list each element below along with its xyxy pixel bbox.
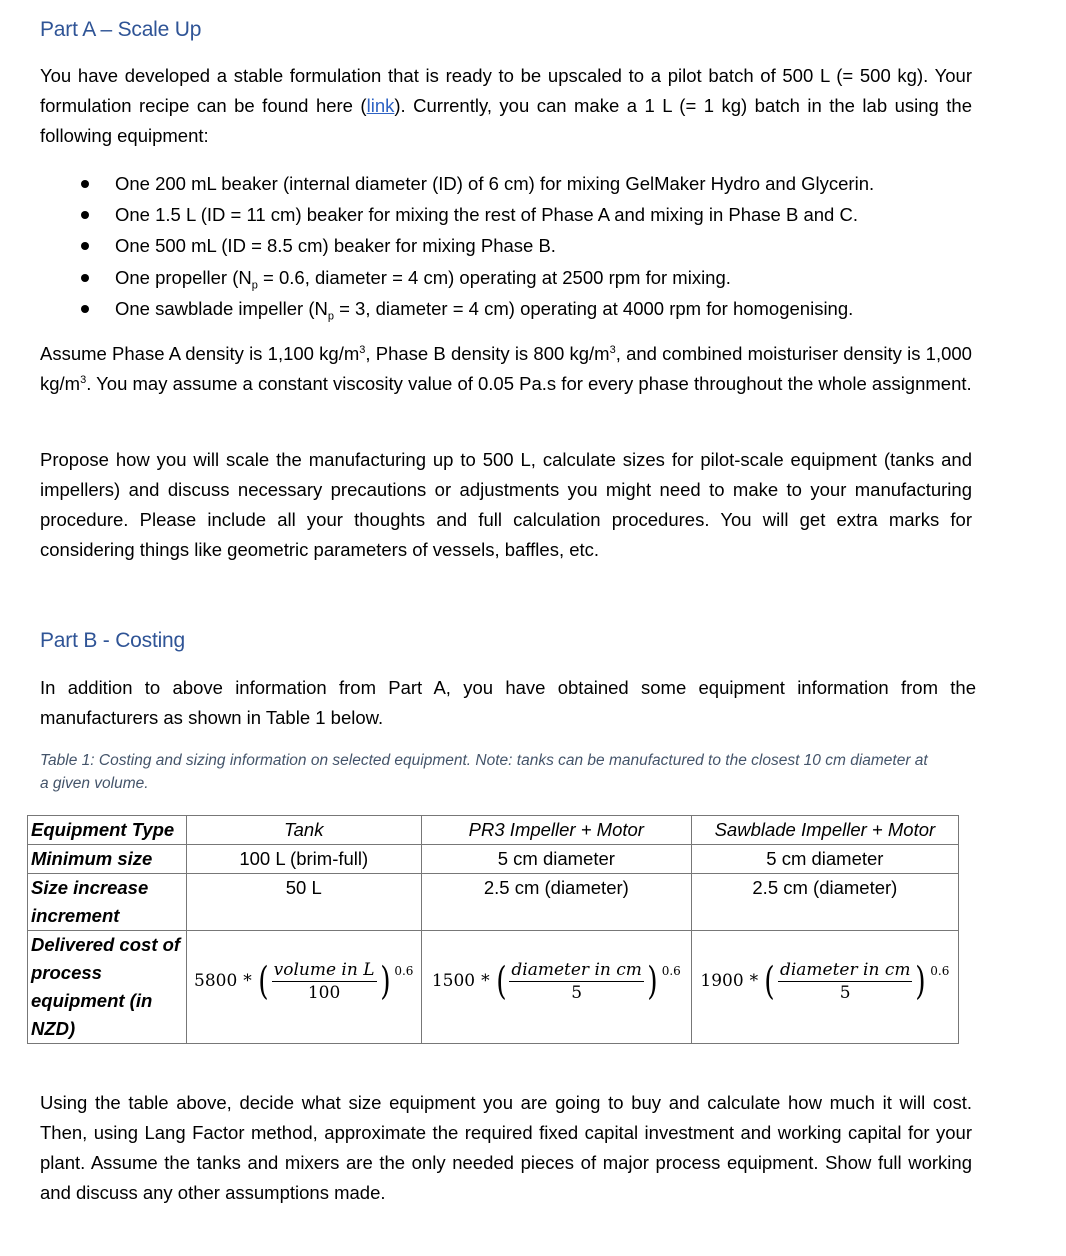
column-header-sawblade-impeller: Sawblade Impeller + Motor: [691, 816, 958, 845]
right-paren-icon: ): [915, 959, 927, 1003]
part-a-intro: [40, 61, 972, 151]
table-caption: Table 1: Costing and sizing information on selected equipment. Note: tanks can be manufactured to the closest 10 cm diameter at a given volume.: [40, 752, 928, 792]
left-paren-icon: (: [495, 959, 507, 1003]
part-a-heading: Part A – Scale Up: [40, 18, 202, 41]
cost-formula: 1500 * ( $\frac{\text{diameter in cm}}{5}$ ) 0.6: [431, 959, 681, 1003]
bullet-icon: [81, 211, 89, 219]
left-paren-icon: (: [258, 959, 269, 1003]
list-item: One 1.5 L (ID = 11 cm) beaker for mixing the rest of Phase A and mixing in Phase B and C.: [40, 199, 874, 230]
column-header-pr3-impeller: PR3 Impeller + Motor: [421, 816, 691, 845]
equipment-list: [40, 168, 874, 324]
closing-paragraph: Using the table above, decide what size equipment you are going to buy and calculate how much it will cost. Then, using Lang Factor method, approximate the required fixed capital investment and working capital for your plant. Assume the tanks and mixers are the only needed pieces of major process equipment. Show full working and discuss any other assumptions made.: [40, 1092, 972, 1203]
cost-formula: 5800 * ( $\frac{\text{volume in L}}{100}$ ) 0.6: [194, 959, 414, 1003]
list-item: One sawblade impeller ($N_p = 3$, diameter = 4 cm) operating at 4000 rpm for homogenising.: [40, 293, 874, 324]
table-cell: 100 L (brim-full): [186, 845, 421, 874]
fraction: $\frac{\text{volume in L}}{100}$: [273, 959, 375, 1003]
row-label-delivered-cost: Delivered cost of process equipment (in NZD): [28, 931, 187, 1044]
intro-text-before-link: You have developed a stable formulation that is ready to be upscaled to a pilot batch of 500 L (= 500 kg). Your formulation recipe can be found here (: [40, 65, 972, 116]
right-paren-icon: ): [379, 959, 391, 1003]
row-label-size-increment: Size increase increment: [28, 874, 187, 931]
table-row: [28, 816, 959, 845]
table-row: [28, 931, 959, 1044]
table-row: [28, 845, 959, 874]
intro-text-after-link: ). Currently, you can make a 1 L (= 1 kg) batch in the lab using the following equipment:: [40, 95, 972, 146]
table-cell: 50 L: [186, 874, 421, 931]
row-label-equipment-type: Equipment Type: [28, 816, 187, 845]
pr3-cost-formula-cell: [421, 931, 691, 1044]
fraction: $\frac{\text{diameter in cm}}{5}$: [779, 959, 911, 1003]
part-b-intro: In addition to above information from Part A, you have obtained some equipment information from the manufacturers as shown in Table 1 below.: [40, 677, 976, 728]
table-cell: 5 cm diameter: [421, 845, 691, 874]
tank-cost-formula-cell: [186, 931, 421, 1044]
left-paren-icon: (: [764, 959, 775, 1003]
part-b-heading: Part B - Costing: [40, 629, 186, 652]
right-paren-icon: ): [647, 959, 658, 1003]
sawblade-cost-formula-cell: [691, 931, 958, 1044]
density-paragraph: Assume Phase A density is 1,100 $kg/m^3$, Phase B density is 800 $kg/m^3$, and combined moisturiser density is 1,000 $kg/m^3$. You may assume a constant viscosity value of 0.05 Pa.s for every phase throughout the whole assignment.: [40, 343, 972, 394]
list-item: One 500 mL (ID = 8.5 cm) beaker for mixing Phase B.: [40, 230, 874, 261]
table-cell: 5 cm diameter: [691, 845, 958, 874]
bullet-icon: [81, 274, 89, 282]
table-cell: 2.5 cm (diameter): [421, 874, 691, 931]
fraction: $\frac{\text{diameter in cm}}{5}$: [511, 959, 642, 1003]
bullet-icon: [81, 242, 89, 250]
bullet-icon: [81, 305, 89, 313]
table-row: [28, 874, 959, 931]
list-item: One 200 mL beaker (internal diameter (ID) of 6 cm) for mixing GelMaker Hydro and Glycerin.: [40, 168, 874, 199]
equipment-cost-table: [27, 815, 959, 1044]
list-item: One propeller ($N_p = 0.6$, diameter = 4 cm) operating at 2500 rpm for mixing.: [40, 262, 874, 293]
column-header-tank: Tank: [186, 816, 421, 845]
propose-paragraph: Propose how you will scale the manufacturing up to 500 L, calculate sizes for pilot-scale equipment (tanks and impellers) and discuss necessary precautions or adjustments you might need to make to your manufacturing procedure. Please include all your thoughts and full calculation procedures. You will get extra marks for considering things like geometric parameters of vessels, baffles, etc.: [40, 449, 972, 560]
cost-formula: 1900 * ( $\frac{\text{diameter in cm}}{5}$ ) 0.6: [700, 959, 950, 1003]
formulation-recipe-link[interactable]: link: [366, 95, 395, 116]
row-label-minimum-size: Minimum size: [28, 845, 187, 874]
table-cell: 2.5 cm (diameter): [691, 874, 958, 931]
bullet-icon: [81, 180, 89, 188]
